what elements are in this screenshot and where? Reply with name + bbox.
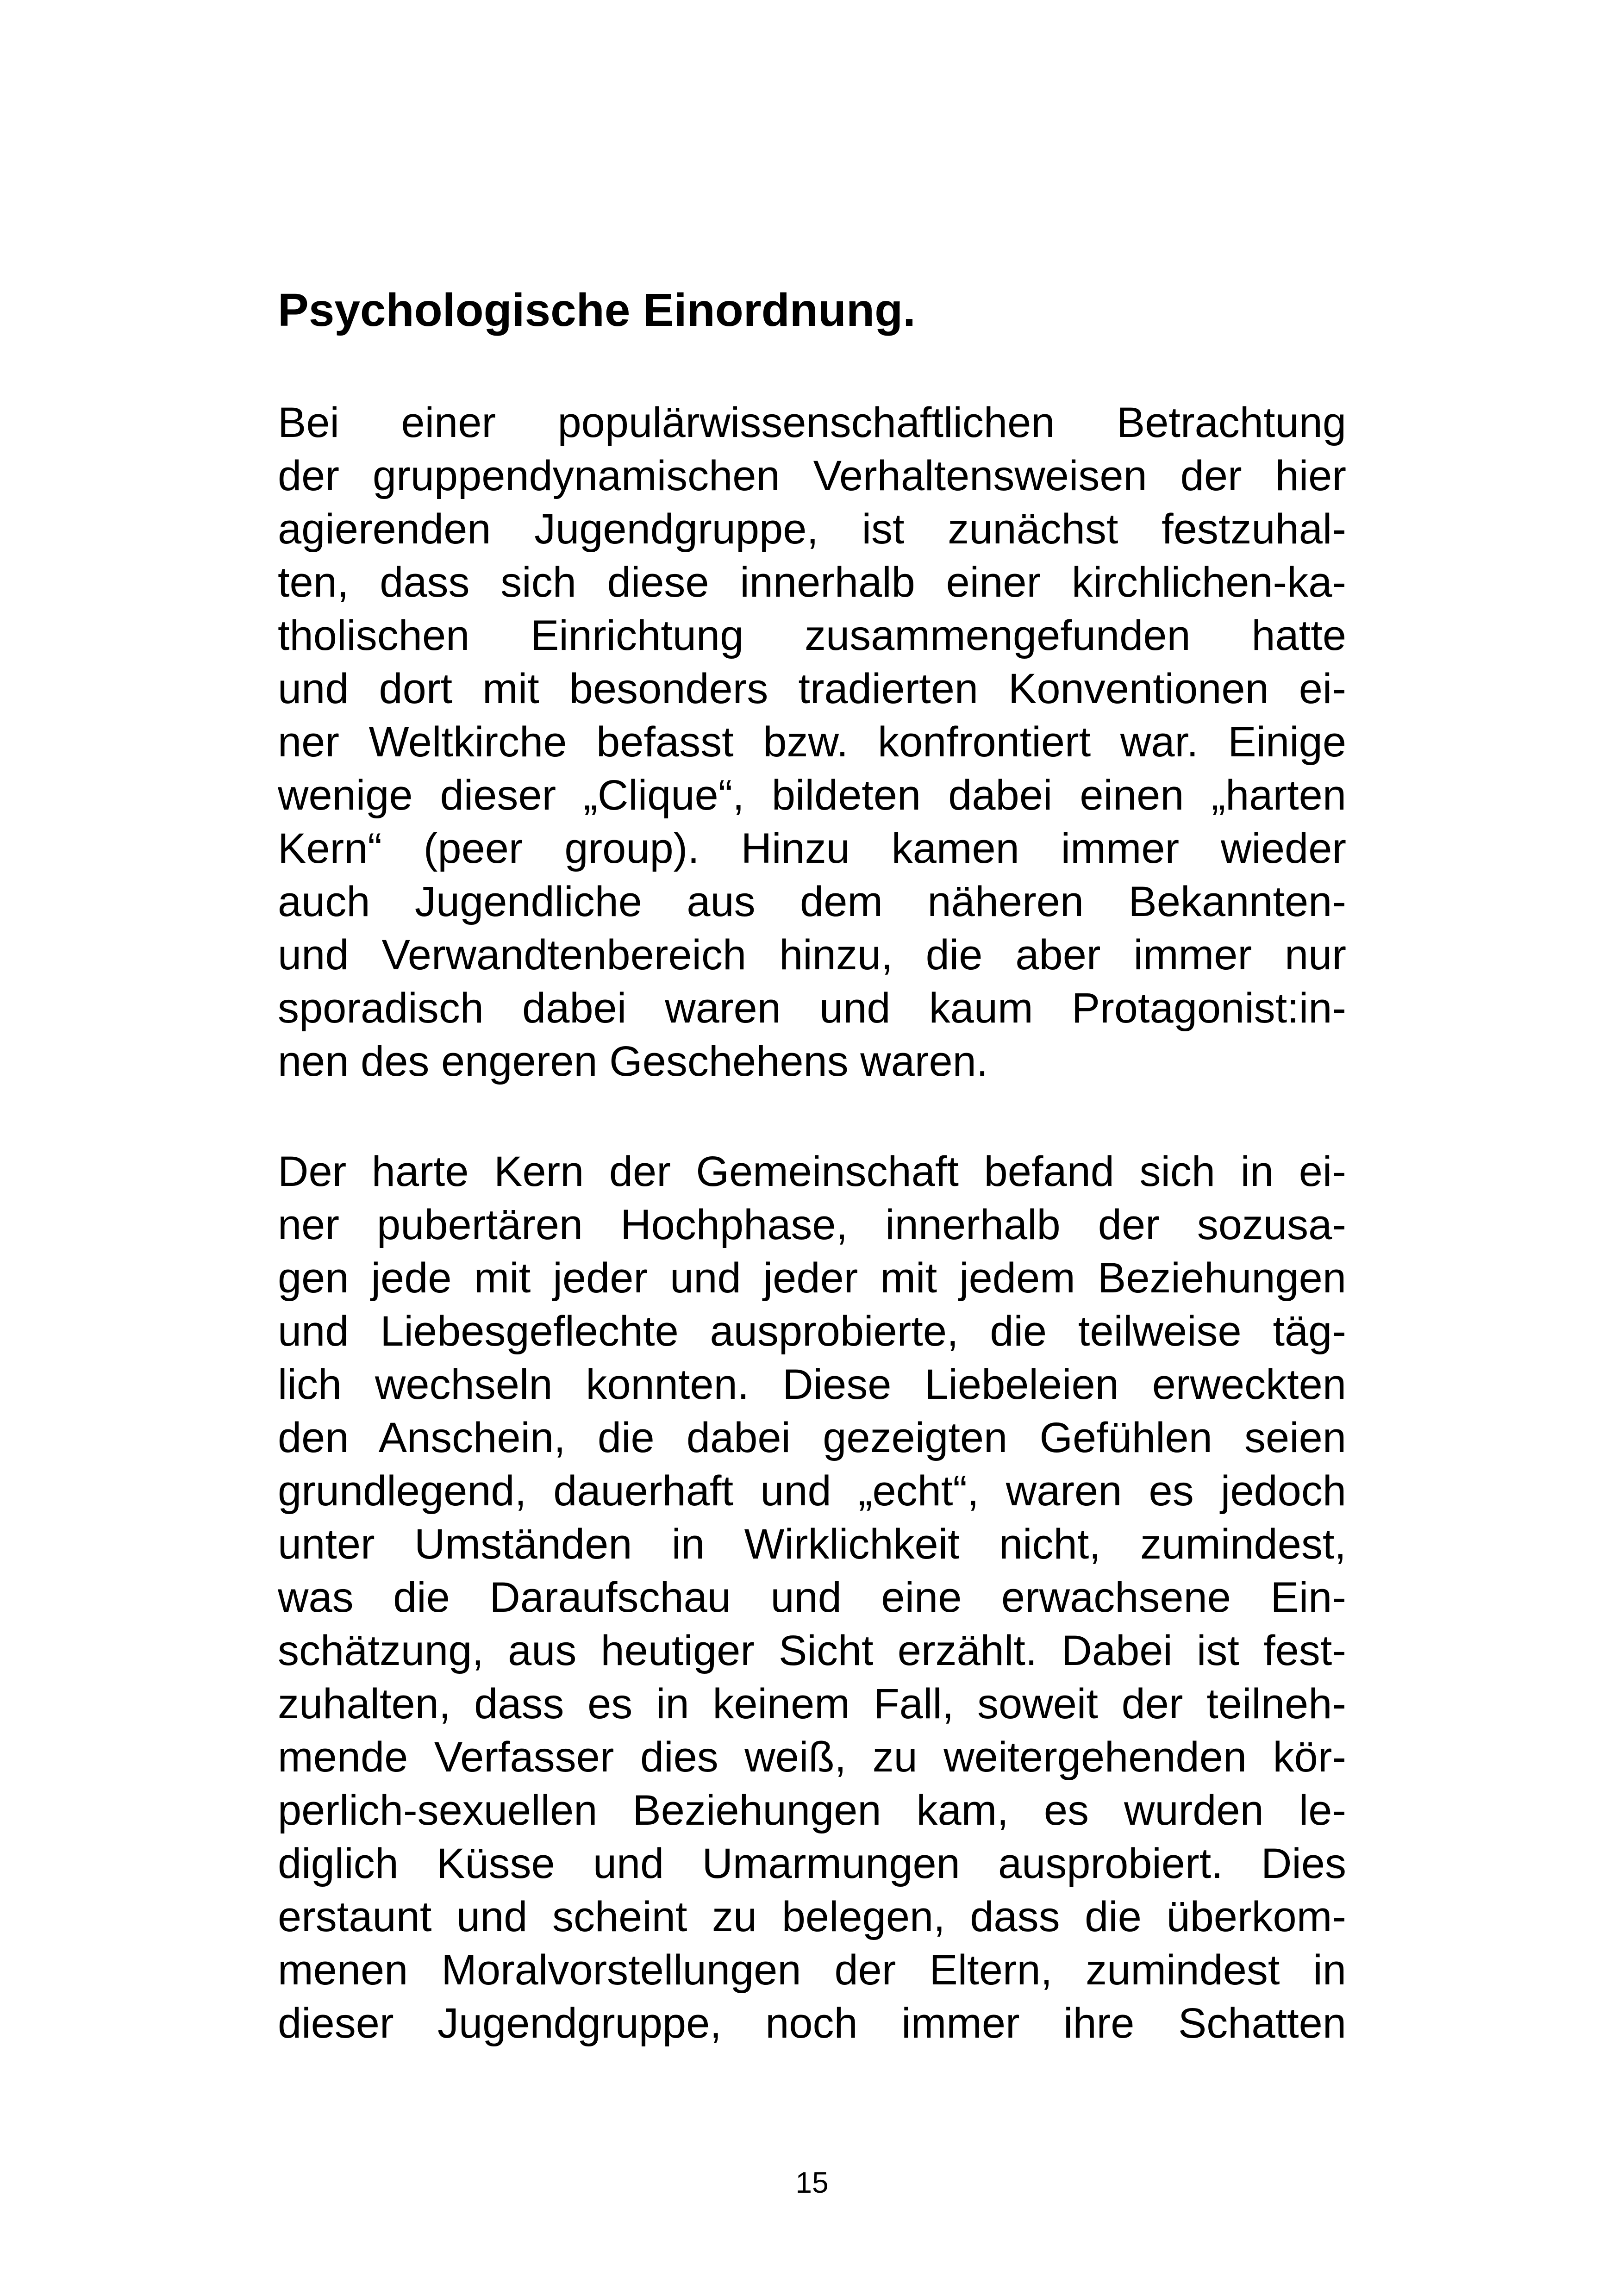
text-line: Kern“ (peer group). Hinzu kamen immer wieder [278, 825, 1346, 872]
text-line: ten, dass sich diese innerhalb einer kirchlichen-ka- [278, 559, 1346, 606]
text-line: den Anschein, die dabei gezeigten Gefühlen seien [278, 1414, 1346, 1461]
text-line: sporadisch dabei waren und kaum Protagonist:in- [278, 985, 1346, 1032]
text-line: perlich-sexuellen Beziehungen kam, es wurden le- [278, 1787, 1346, 1834]
text-line: lich wechseln konnten. Diese Liebeleien erweckten [278, 1361, 1346, 1408]
page-title: Psychologische Einordnung. [278, 284, 916, 336]
text-line: was die Daraufschau und eine erwachsene Ein- [278, 1574, 1346, 1621]
text-line: agierenden Jugendgruppe, ist zunächst festzuhal- [278, 505, 1346, 553]
text-line: Der harte Kern der Gemeinschaft befand sich in ei- [278, 1148, 1346, 1195]
text-line: der gruppendynamischen Verhaltensweisen der hier [278, 452, 1346, 499]
text-line: grundlegend, dauerhaft und „echt“, waren es jedoch [278, 1467, 1346, 1515]
text-line: und Liebesgeflechte ausprobierte, die teilweise täg- [278, 1308, 1346, 1355]
text-line: mende Verfasser dies weiß, zu weitergehenden kör- [278, 1734, 1346, 1781]
text-line: ner pubertären Hochphase, innerhalb der sozusa- [278, 1201, 1346, 1248]
text-line: und dort mit besonders tradierten Konventionen ei- [278, 665, 1346, 712]
text-line: ner Weltkirche befasst bzw. konfrontiert war. Einige [278, 718, 1346, 766]
text-line: schätzung, aus heutiger Sicht erzählt. Dabei ist fest- [278, 1627, 1346, 1674]
text-line: diglich Küsse und Umarmungen ausprobiert. Dies [278, 1840, 1346, 1887]
text-line: gen jede mit jeder und jeder mit jedem Beziehungen [278, 1254, 1346, 1302]
text-line: tholischen Einrichtung zusammengefunden hatte [278, 612, 1346, 659]
text-line: dieser Jugendgruppe, noch immer ihre Schatten [278, 2000, 1346, 2047]
text-line: nen des engeren Geschehens waren. [278, 1038, 988, 1085]
text-line: menen Moralvorstellungen der Eltern, zumindest in [278, 1946, 1346, 1994]
text-line: erstaunt und scheint zu belegen, dass die überkom- [278, 1893, 1346, 1940]
text-line: auch Jugendliche aus dem näheren Bekannten- [278, 878, 1346, 925]
paragraph-2 [278, 1145, 1346, 2050]
text-line: Bei einer populärwissenschaftlichen Betrachtung [278, 399, 1346, 446]
text-line: unter Umständen in Wirklichkeit nicht, zumindest, [278, 1521, 1346, 1568]
text-line: zuhalten, dass es in keinem Fall, soweit der teilneh- [278, 1680, 1346, 1727]
paragraph-1 [278, 396, 1346, 1088]
text-line: und Verwandtenbereich hinzu, die aber immer nur [278, 931, 1346, 979]
text-line: wenige dieser „Clique“, bildeten dabei einen „harten [278, 772, 1346, 819]
page-number: 15 [795, 2166, 829, 2199]
